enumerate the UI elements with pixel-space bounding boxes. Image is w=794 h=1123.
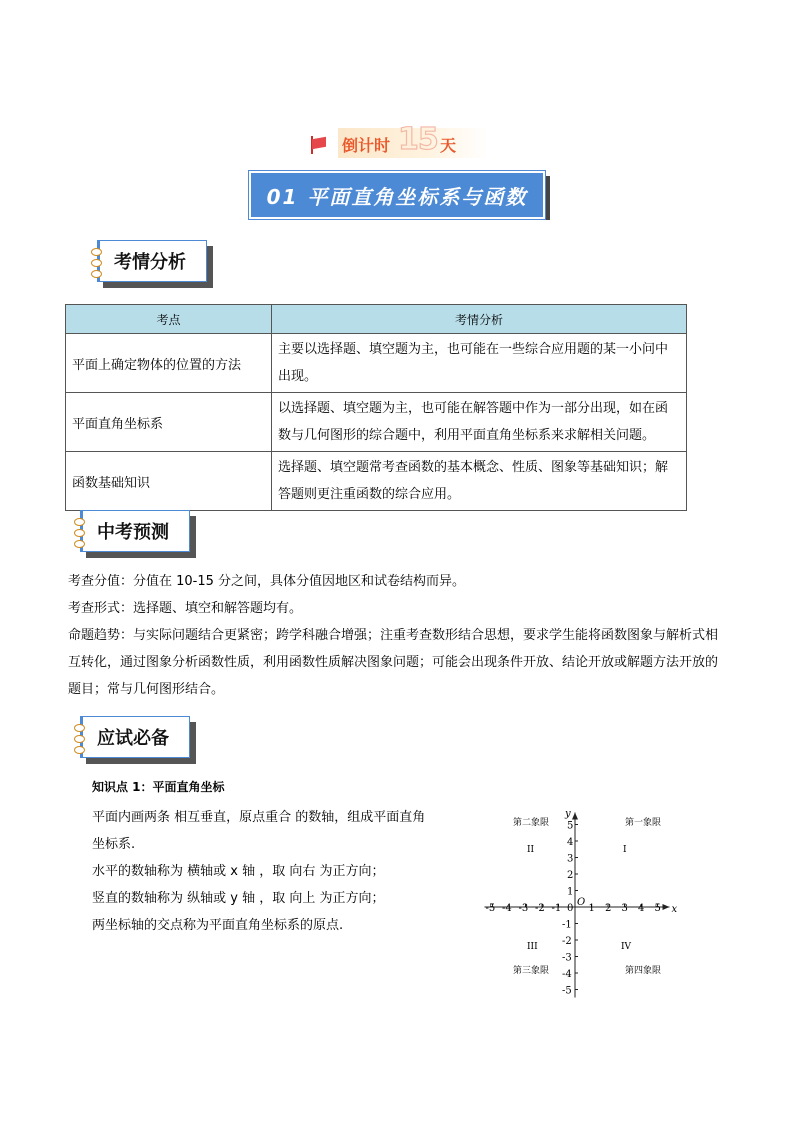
y-tick-label: -4	[562, 969, 572, 980]
x-tick-label: 0	[567, 903, 574, 914]
x-tick-label: 1	[588, 903, 595, 914]
quadrant-name: 第三象限	[513, 966, 550, 976]
y-tick-label: 1	[567, 886, 574, 898]
table-row	[66, 334, 687, 393]
table-header: 考点	[66, 305, 272, 334]
binder-ring-icon	[74, 746, 85, 754]
x-tick-label: 5	[654, 903, 661, 914]
quadrant-name: 第四象限	[625, 966, 662, 976]
y-tick-label: -2	[562, 936, 572, 947]
countdown-number: 15	[398, 122, 438, 157]
binder-ring-icon	[91, 259, 102, 267]
flag-icon	[312, 137, 326, 149]
knowledge-line: 平面内画两条 相互垂直，原点重合 的数轴，组成平面直角	[92, 810, 426, 825]
binder-ring-icon	[74, 518, 85, 526]
x-tick-label: -3	[518, 903, 529, 914]
forecast-trend: 命题趋势：与实际问题结合更紧密；跨学科融合增强；注重考查数形结合思想，要求学生能将函数图象与解析式相互转化，通过图象分析函数性质，利用函数性质解决图象问题；可能会出现条件开放、结论开放或解题方法开放的题目；常与几何图形结合。	[68, 628, 719, 697]
knowledge-title: 知识点 1：平面直角坐标	[92, 780, 225, 794]
x-axis-arrow-icon	[663, 904, 670, 910]
table-cell: 选择题、填空题常考查函数的基本概念、性质、图象等基础知识；解答题则更注重函数的综合应用。	[272, 452, 687, 511]
x-tick-label: 3	[621, 903, 628, 914]
table-row	[66, 452, 687, 511]
binder-ring-icon	[91, 248, 102, 256]
y-axis-arrow-icon	[572, 813, 578, 820]
table-cell: 平面上确定物体的位置的方法	[66, 334, 272, 393]
y-tick-label: -3	[562, 952, 572, 964]
binder-ring-icon	[74, 540, 85, 548]
y-tick-label: 2	[567, 870, 574, 881]
table-cell: 函数基础知识	[66, 452, 272, 511]
page-title: 01 平面直角坐标系与函数	[266, 184, 528, 209]
table-cell: 以选择题、填空题为主，也可能在解答题中作为一部分出现，如在函数与几何图形的综合题中，利用平面直角坐标系来求解相关问题。	[272, 393, 687, 452]
countdown-prefix: 倒计时	[342, 136, 391, 155]
y-tick-label: -5	[562, 985, 572, 997]
x-axis-label: x	[671, 904, 678, 915]
knowledge-line: 两坐标轴的交点称为平面直角坐标系的原点.	[92, 918, 344, 933]
binder-ring-icon	[74, 724, 85, 732]
title-banner	[249, 171, 545, 219]
countdown-suffix: 天	[440, 136, 457, 155]
x-tick-label: -2	[535, 903, 545, 914]
x-tick-label: -1	[551, 903, 562, 914]
x-tick-label: 2	[605, 903, 612, 914]
y-tick-label: 3	[567, 853, 574, 865]
forecast-form: 考查形式：选择题、填空和解答题均有。	[68, 601, 303, 616]
y-tick-label: 4	[567, 837, 574, 848]
table-header-row	[66, 305, 687, 334]
section-heading-prep	[80, 716, 190, 758]
binder-ring-icon	[91, 270, 102, 278]
quadrant-numeral: II	[527, 845, 535, 855]
quadrant-numeral: III	[527, 942, 538, 952]
x-tick-label: -5	[485, 903, 496, 914]
origin-label: O	[577, 897, 586, 908]
x-tick-label: 4	[638, 903, 645, 914]
binder-ring-icon	[74, 735, 85, 743]
table-header: 考情分析	[272, 305, 687, 334]
quadrant-numeral: IV	[621, 942, 632, 952]
section-title: 中考预测	[97, 522, 169, 543]
quadrant-numeral: I	[623, 845, 627, 855]
table-row	[66, 393, 687, 452]
forecast-score: 考查分值：分值在 10-15 分之间，具体分值因地区和试卷结构而异。	[68, 574, 466, 589]
quadrant-name: 第二象限	[513, 818, 550, 828]
section-title: 考情分析	[114, 252, 186, 273]
x-tick-label: -4	[502, 903, 512, 914]
knowledge-line: 水平的数轴称为 横轴或 x 轴 ，取 向右 为正方向；	[92, 864, 385, 879]
y-axis-label: y	[565, 808, 571, 820]
binder-ring-icon	[74, 529, 85, 537]
knowledge-line: 竖直的数轴称为 纵轴或 y 轴 ，取 向上 为正方向；	[92, 891, 385, 906]
analysis-table	[65, 304, 687, 511]
y-tick-label: 5	[567, 820, 574, 832]
section-heading-forecast	[80, 510, 190, 552]
table-cell: 主要以选择题、填空题为主，也可能在一些综合应用题的某一小问中出现。	[272, 334, 687, 393]
section-title: 应试必备	[97, 728, 169, 749]
table-cell: 平面直角坐标系	[66, 393, 272, 452]
coordinate-plane-chart	[475, 785, 695, 1000]
knowledge-line: 坐标系.	[92, 837, 136, 852]
y-tick-label: -1	[562, 919, 572, 931]
section-heading-analysis	[97, 240, 207, 282]
quadrant-name: 第一象限	[625, 818, 662, 828]
